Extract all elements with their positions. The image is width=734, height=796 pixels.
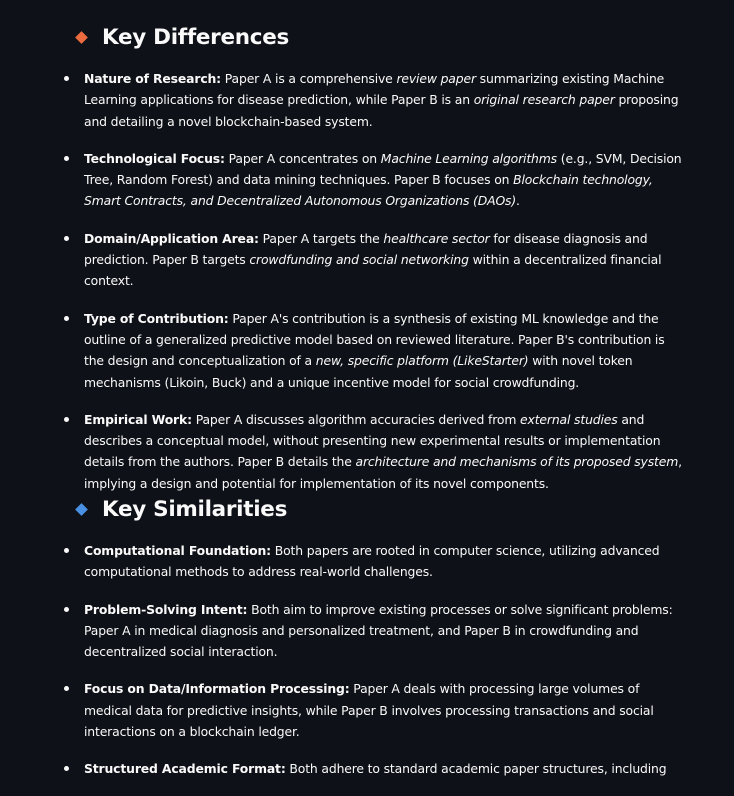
item-text: Both aim to improve existing processes or solve significant problems: Paper A in medical diagnosis and personalized treatment, and Paper B in crowdfunding and decentralized social interaction.: [84, 601, 673, 660]
item-emphasis: external studies: [520, 411, 618, 427]
item-text: Both adhere to standard academic paper structures, including: [285, 761, 667, 777]
similarities-title: Key Similarities: [102, 496, 288, 522]
item-lead: Technological Focus:: [84, 150, 225, 166]
item-emphasis: new, specific platform (LikeStarter): [315, 353, 529, 369]
item-text: with novel token mechanisms (Likoin, Buck) and a unique incentive model for social crowdfunding.: [84, 353, 633, 390]
list-item: [84, 228, 684, 292]
item-text: for disease diagnosis and prediction. Paper B targets: [84, 230, 648, 268]
list-item: [84, 308, 684, 393]
similarities-heading: [75, 494, 287, 524]
item-emphasis: healthcare sector: [383, 230, 490, 246]
bullet-dot-icon: [64, 316, 69, 321]
list-item: [84, 599, 684, 663]
list-item: [84, 148, 684, 212]
item-text: and describes a conceptual model, without presenting new experimental results or implementation details from the authors. Paper B details the: [84, 411, 661, 470]
item-lead: Empirical Work:: [84, 411, 192, 427]
item-text: , implying a design and potential for implementation of its novel components.: [84, 454, 682, 491]
bullet-dot-icon: [64, 236, 69, 241]
item-text: (e.g., SVM, Decision Tree, Random Forest) and data mining techniques. Paper B focuses on: [84, 150, 682, 188]
item-lead: Problem-Solving Intent:: [84, 601, 248, 617]
item-emphasis: architecture and mechanisms of its proposed system: [355, 454, 679, 470]
item-text: proposing and detailing a novel blockchain-based system.: [84, 92, 679, 129]
bullet-dot-icon: [64, 156, 69, 161]
bullet-dot-icon: [64, 766, 69, 771]
differences-title: Key Differences: [102, 24, 289, 50]
item-text: Paper A is a comprehensive: [221, 71, 397, 86]
item-text: within a decentralized financial context.: [84, 252, 662, 289]
bullet-dot-icon: [64, 76, 69, 81]
differences-heading: [75, 22, 289, 52]
list-item: [84, 409, 684, 494]
item-text: .: [516, 193, 520, 209]
item-emphasis: original research paper: [473, 92, 615, 108]
item-text: Paper A's contribution is a synthesis of existing ML knowledge and the outline of a generalized predictive model based on reviewed literature. Paper B's contribution is the design and conceptualization of a: [84, 310, 665, 369]
item-text: Paper A deals with processing large volumes of medical data for predictive insights, while Paper B involves processing transactions and social interactions on a blockchain ledger.: [84, 681, 654, 740]
item-lead: Domain/Application Area:: [84, 230, 259, 246]
list-item: [84, 758, 684, 779]
item-text: Paper A concentrates on: [224, 150, 381, 166]
item-lead: Nature of Research:: [84, 71, 221, 86]
item-emphasis: crowdfunding and social networking: [249, 252, 469, 268]
bullet-dot-icon: [64, 417, 69, 422]
item-text: summarizing existing Machine Learning applications for disease prediction, while Paper B is an: [84, 71, 665, 108]
differences-list: [84, 68, 684, 510]
bullet-dot-icon: [64, 607, 69, 612]
item-lead: Focus on Data/Information Processing:: [84, 681, 350, 697]
blue-diamond-icon: [75, 503, 88, 516]
bullet-dot-icon: [64, 686, 69, 691]
orange-diamond-icon: [75, 31, 88, 44]
item-emphasis: review paper: [396, 71, 476, 86]
item-text: Paper A targets the: [258, 230, 384, 246]
bullet-dot-icon: [64, 548, 69, 553]
item-text: Both papers are rooted in computer science, utilizing advanced computational methods to address real-world challenges.: [84, 543, 660, 580]
item-lead: Structured Academic Format:: [84, 761, 286, 777]
list-item: [84, 678, 684, 742]
list-item: [84, 540, 684, 583]
item-emphasis: Blockchain technology, Smart Contracts, and Decentralized Autonomous Organizations (DAOs): [84, 172, 653, 209]
item-text: Paper A discusses algorithm accuracies derived from: [191, 411, 521, 427]
list-item: [84, 68, 684, 132]
similarities-list: [84, 540, 684, 796]
item-lead: Type of Contribution:: [84, 310, 229, 326]
item-lead: Computational Foundation:: [84, 543, 271, 558]
item-emphasis: Machine Learning algorithms: [380, 150, 557, 166]
